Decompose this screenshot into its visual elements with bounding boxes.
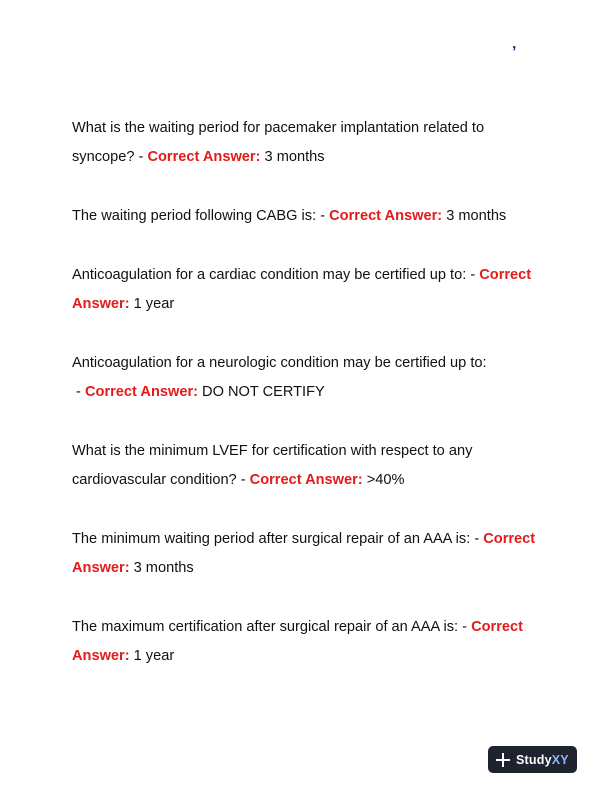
question-text: The waiting period following CABG is: <box>72 208 317 224</box>
qa-item <box>72 114 542 172</box>
question-text: Anticoagulation for a cardiac condition may be certified up to: <box>72 267 467 283</box>
answer-text: 1 year <box>133 296 175 312</box>
brand-main: Study <box>516 752 552 767</box>
plus-icon <box>496 753 510 767</box>
answer-text: 3 months <box>264 149 325 165</box>
question-text: What is the waiting period for pacemaker implantation related to syncope? <box>72 120 485 165</box>
studyxy-badge[interactable] <box>488 746 577 773</box>
separator: - <box>134 149 148 165</box>
separator: - <box>316 208 330 224</box>
correct-answer-label: Correct Answer: <box>72 267 532 312</box>
correct-answer-label: Correct Answer: <box>72 619 523 664</box>
question-text: Anticoagulation for a neurologic condition may be certified up to: <box>72 355 487 371</box>
separator: - <box>72 384 85 400</box>
correct-answer-label: Correct Answer: <box>147 149 261 165</box>
separator: - <box>466 267 480 283</box>
qa-list <box>72 114 542 701</box>
correct-answer-label: Correct Answer: <box>249 472 363 488</box>
question-text: The maximum certification after surgical repair of an AAA is: <box>72 619 459 635</box>
correct-answer-label: Correct Answer: <box>72 531 536 576</box>
separator: - <box>458 619 472 635</box>
qa-item <box>72 613 542 671</box>
qa-item <box>72 349 542 407</box>
brand-name <box>516 753 569 767</box>
qa-item <box>72 437 542 495</box>
question-text: The minimum waiting period after surgical repair of an AAA is: <box>72 531 471 547</box>
qa-item <box>72 202 542 231</box>
correct-answer-label: Correct Answer: <box>84 384 198 400</box>
answer-text: 1 year <box>133 648 175 664</box>
qa-item <box>72 261 542 319</box>
separator: - <box>236 472 250 488</box>
header-mark: ’ <box>512 44 517 61</box>
answer-text: 3 months <box>133 560 194 576</box>
answer-text: >40% <box>366 472 405 488</box>
separator: - <box>470 531 484 547</box>
answer-text: 3 months <box>446 208 507 224</box>
question-text: What is the minimum LVEF for certification with respect to any cardiovascular condition? <box>72 443 473 488</box>
qa-item <box>72 525 542 583</box>
answer-text: DO NOT CERTIFY <box>202 384 325 400</box>
correct-answer-label: Correct Answer: <box>329 208 443 224</box>
brand-accent: XY <box>551 752 569 767</box>
